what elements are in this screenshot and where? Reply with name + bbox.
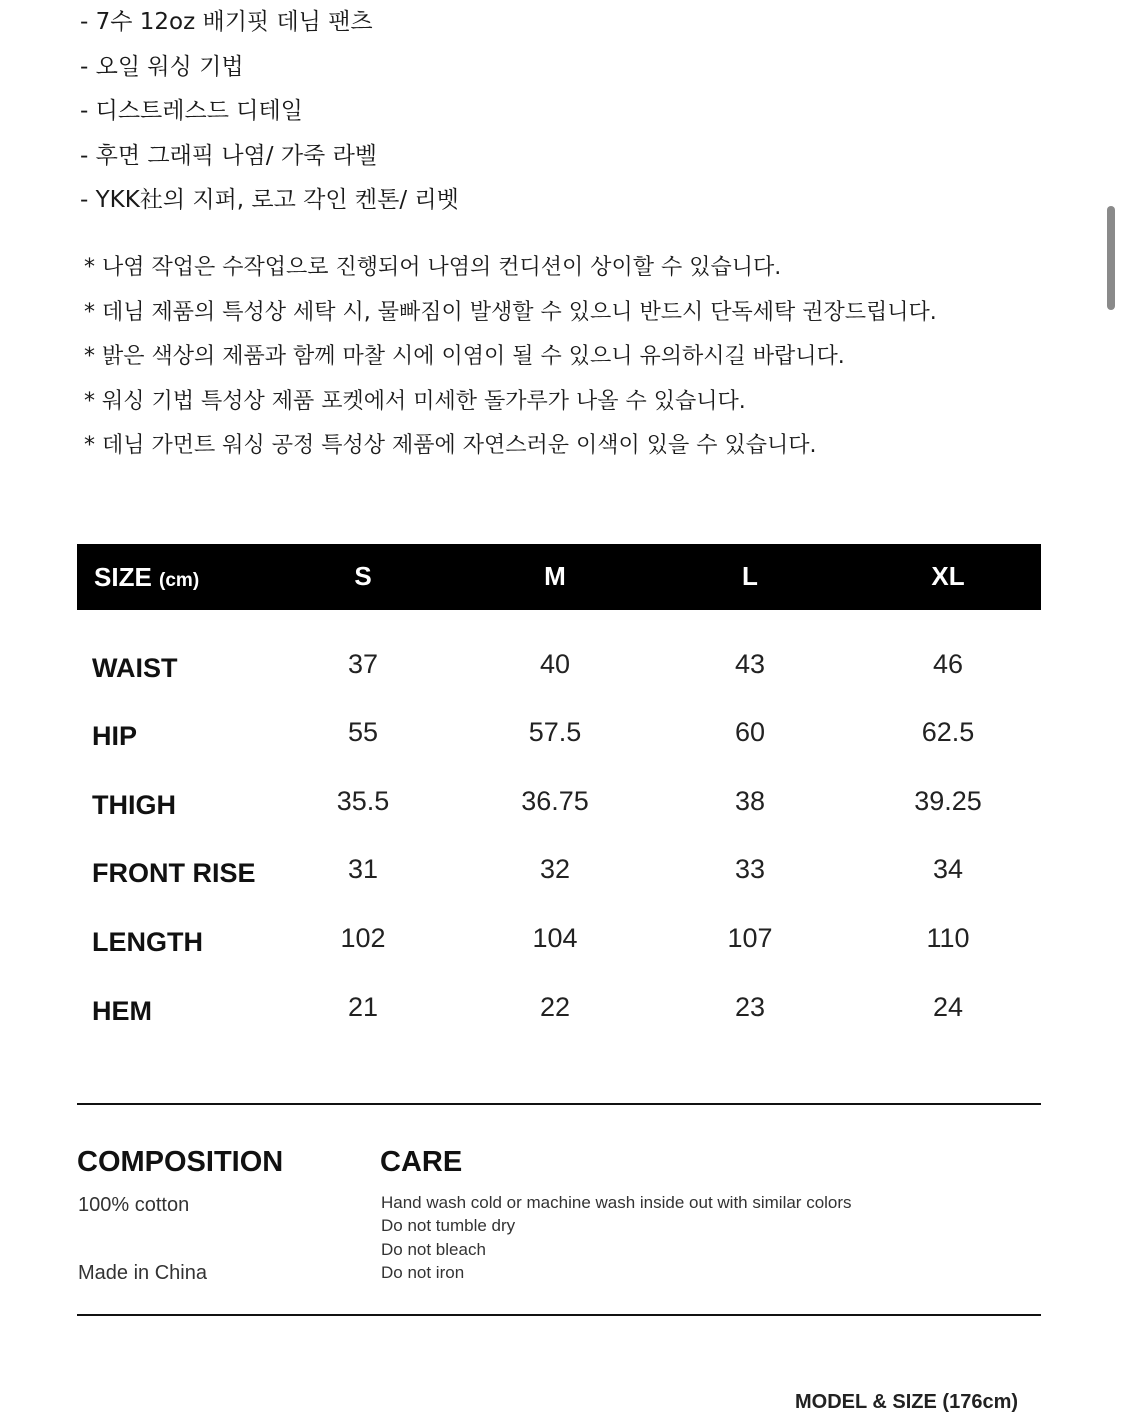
table-cell: 57.5 [528, 717, 582, 747]
table-cell: 39.25 [914, 786, 982, 816]
table-cell: 23 [734, 992, 766, 1022]
notice-item: * 나염 작업은 수작업으로 진행되어 나염의 컨디션이 상이할 수 있습니다. [84, 255, 782, 280]
row-label: FRONT RISE [92, 858, 256, 888]
table-cell: 104 [532, 923, 578, 953]
row-label: HEM [92, 996, 152, 1026]
table-cell: 46 [932, 649, 964, 679]
notice-item: * 밝은 색상의 제품과 함께 마찰 시에 이염이 될 수 있으니 유의하시길 바랍니다. [84, 344, 845, 369]
table-cell: 22 [539, 992, 571, 1022]
table-cell: 32 [539, 854, 571, 884]
table-row [77, 991, 1041, 1031]
feature-item: - 후면 그래픽 나염/ 가죽 라벨 [80, 142, 378, 169]
divider-top [77, 1103, 1041, 1105]
table-cell: 24 [932, 992, 964, 1022]
table-row [77, 648, 1041, 688]
table-cell: 43 [734, 649, 766, 679]
table-row [77, 922, 1041, 962]
care-item: Do not tumble dry [381, 1216, 516, 1236]
composition-material: 100% cotton [78, 1194, 190, 1216]
row-label: THIGH [92, 790, 176, 820]
size-col-s: S [354, 561, 372, 591]
table-cell: 60 [734, 717, 766, 747]
feature-item: - YKK社의 지퍼, 로고 각인 켄톤/ 리벳 [80, 187, 459, 213]
care-list [381, 1191, 852, 1284]
table-cell: 36.75 [521, 786, 589, 816]
table-cell: 35.5 [336, 786, 390, 816]
size-header-title: SIZE [94, 562, 152, 592]
table-row [77, 716, 1041, 756]
table-row [77, 853, 1041, 893]
feature-list [80, 0, 459, 223]
size-table-header [77, 544, 1041, 610]
notice-list [84, 246, 937, 469]
table-cell: 110 [926, 923, 970, 953]
size-col-m: M [544, 561, 566, 591]
table-cell: 102 [340, 923, 386, 953]
table-cell: 38 [734, 786, 766, 816]
row-label: LENGTH [92, 927, 203, 957]
feature-item: - 오일 워싱 기법 [80, 53, 244, 80]
table-cell: 107 [727, 923, 773, 953]
care-title: CARE [380, 1146, 463, 1178]
composition-title: COMPOSITION [77, 1146, 284, 1178]
notice-item: * 데님 가먼트 워싱 공정 특성상 제품에 자연스러운 이색이 있을 수 있습니다. [84, 433, 817, 458]
care-item: Hand wash cold or machine wash inside out with similar colors [381, 1193, 852, 1212]
row-label: WAIST [92, 653, 178, 683]
table-cell: 37 [347, 649, 379, 679]
size-col-l: L [742, 561, 758, 591]
feature-item: - 디스트레스드 디테일 [80, 98, 303, 124]
scrollbar-thumb[interactable] [1107, 206, 1115, 310]
size-col-xl: XL [931, 561, 965, 591]
divider-bottom [77, 1314, 1041, 1316]
table-cell: 34 [932, 854, 964, 884]
notice-item: * 워싱 기법 특성상 제품 포켓에서 미세한 돌가루가 나올 수 있습니다. [84, 388, 746, 414]
table-cell: 33 [734, 854, 766, 884]
table-cell: 40 [539, 649, 571, 679]
size-header-label [94, 544, 199, 614]
feature-item: - 7수 12oz 배기핏 데님 팬츠 [80, 9, 373, 35]
notice-item: * 데님 제품의 특성상 세탁 시, 물빠짐이 발생할 수 있으니 반드시 단독세탁 권장드립니다. [84, 299, 937, 325]
table-cell: 55 [347, 717, 379, 747]
composition-origin: Made in China [78, 1262, 207, 1284]
care-item: Do not bleach [381, 1239, 486, 1259]
care-item: Do not iron [381, 1262, 465, 1282]
table-cell: 21 [347, 992, 379, 1022]
table-row [77, 785, 1041, 825]
model-size-heading: MODEL & SIZE (176cm) [795, 1391, 1019, 1413]
table-cell: 31 [347, 854, 379, 884]
row-label: HIP [92, 721, 138, 751]
size-header-unit: (cm) [159, 570, 200, 591]
table-cell: 62.5 [921, 717, 975, 747]
